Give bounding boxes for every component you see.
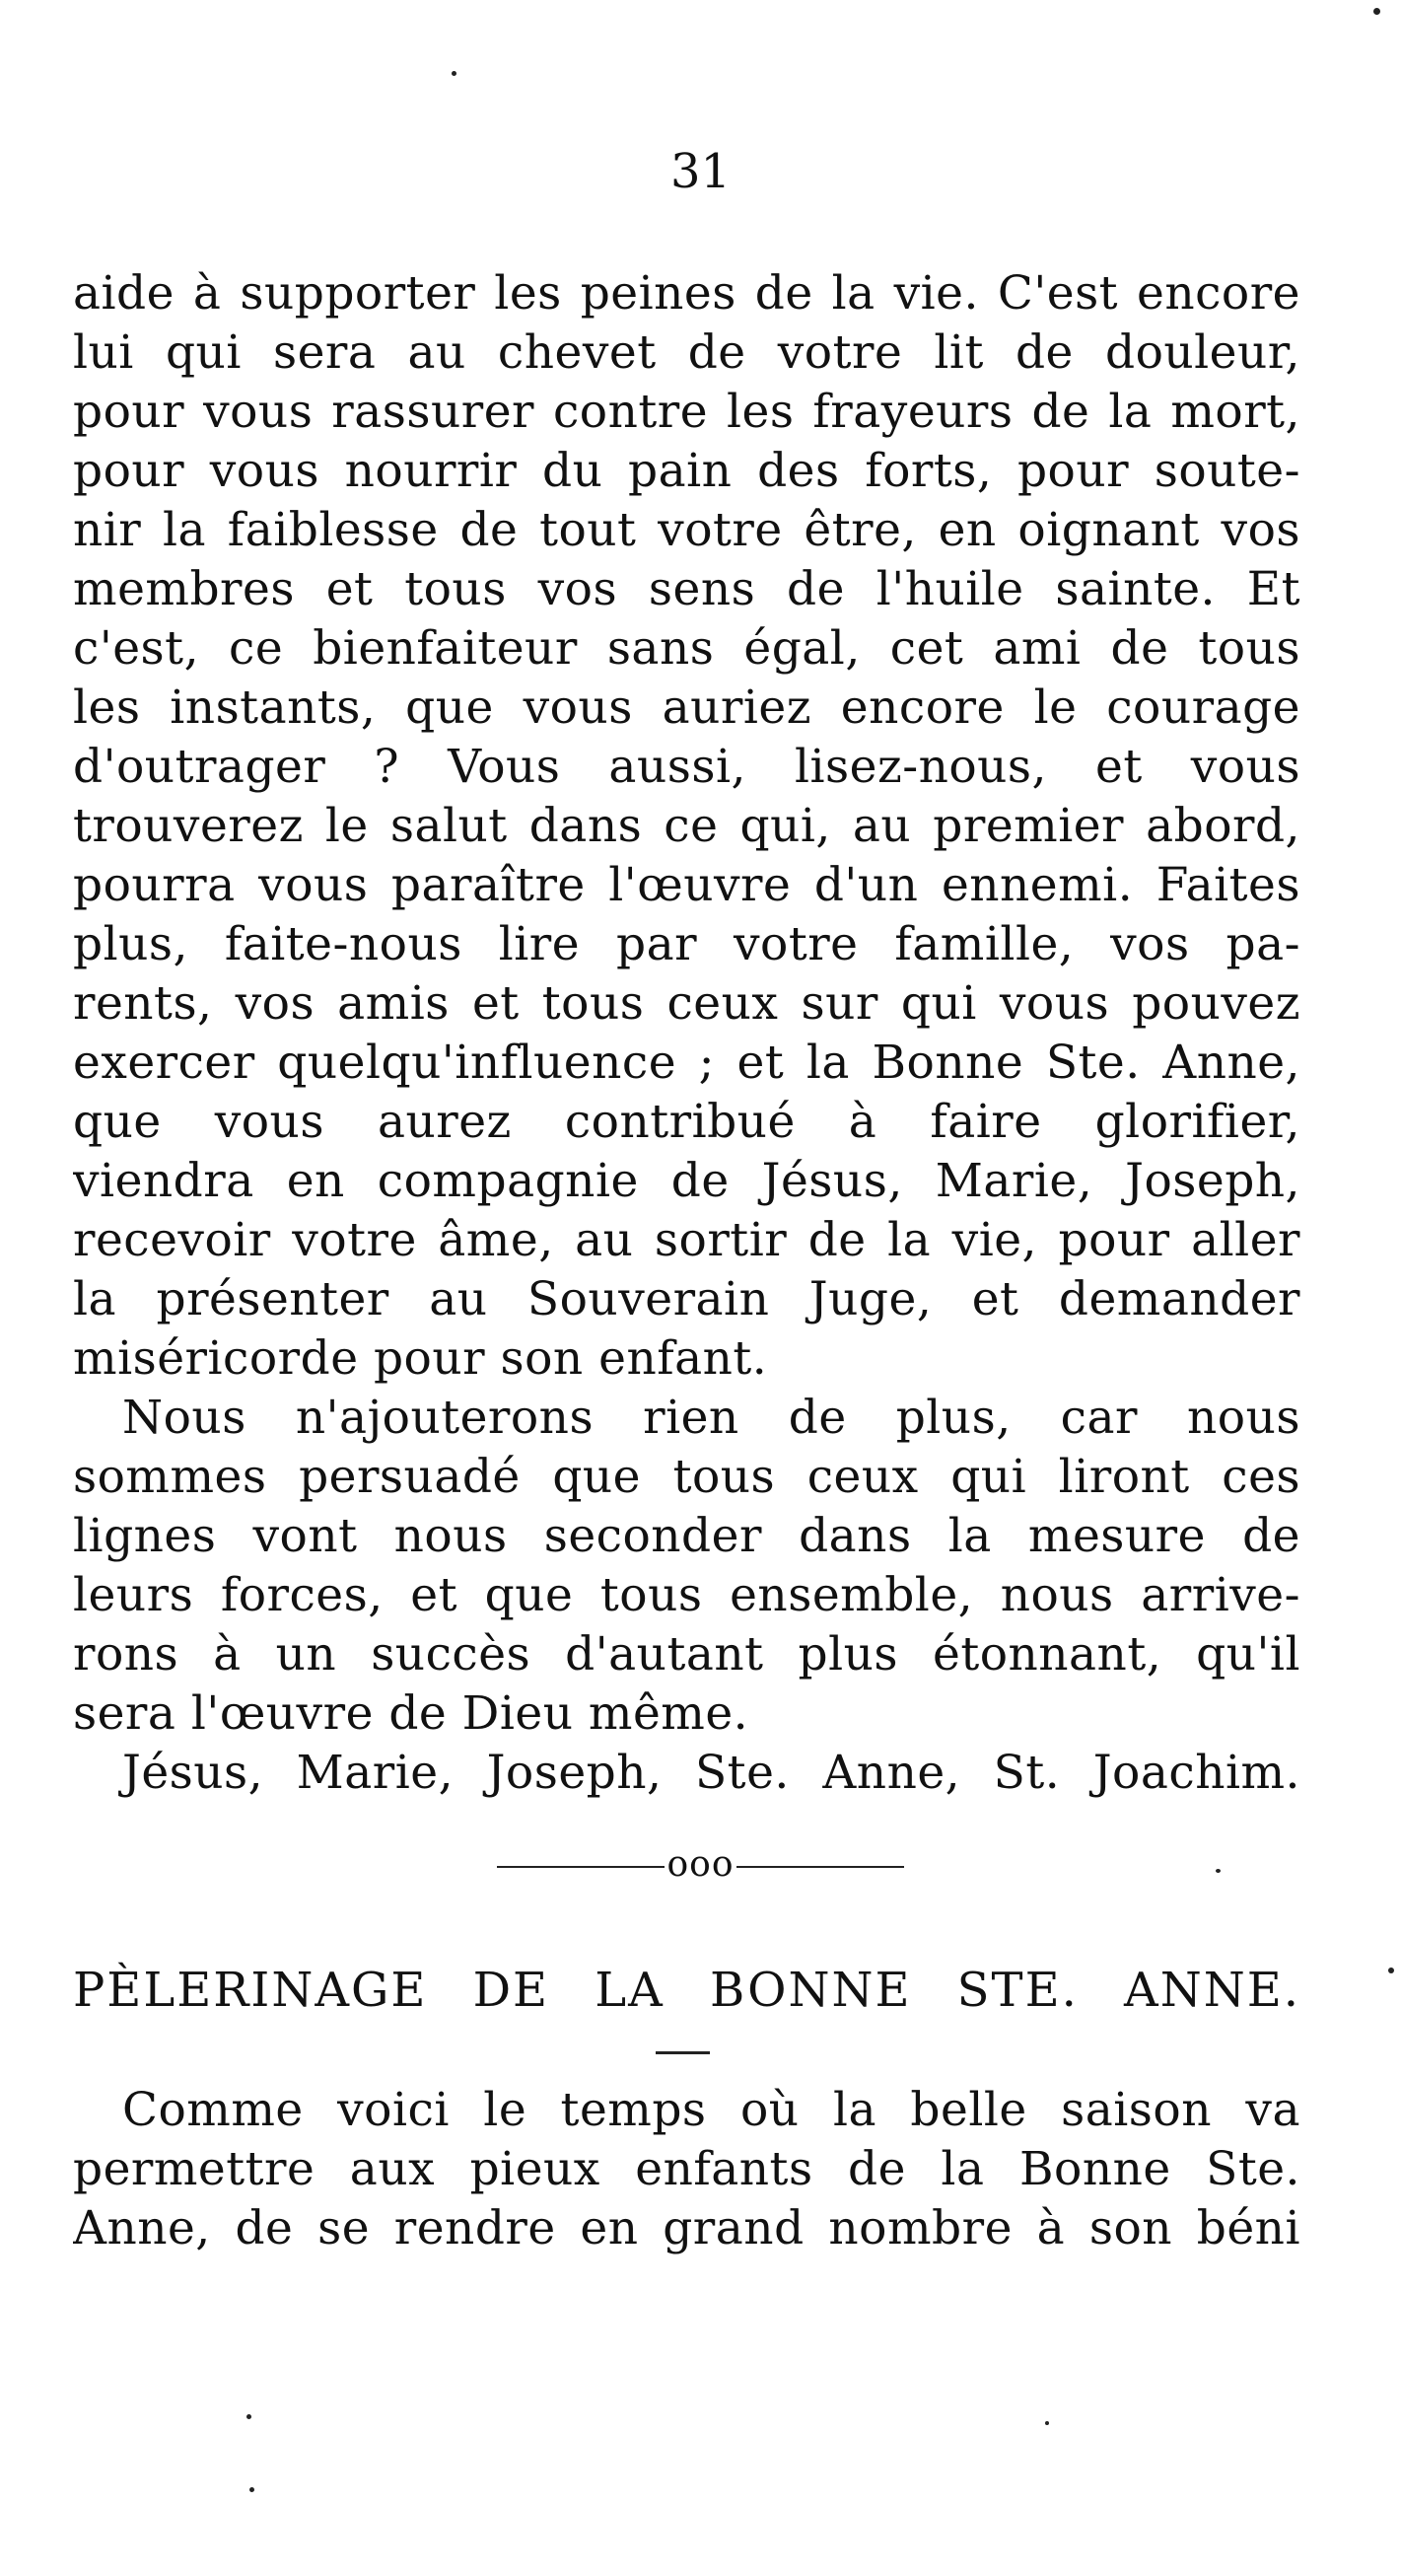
divider-rule-right xyxy=(736,1866,904,1868)
body-line: pour vous nourrir du pain des forts, pour soute- xyxy=(73,444,1300,498)
body-line: aide à supporter les peines de la vie. C'est encore xyxy=(73,266,1300,321)
body-line: trouverez le salut dans ce qui, au premier abord, xyxy=(73,799,1300,853)
heading-underline xyxy=(656,2051,710,2054)
scan-speck xyxy=(452,71,456,76)
body-line: que vous aurez contribué à faire glorifier, xyxy=(73,1095,1300,1149)
body-line: membres et tous vos sens de l'huile sainte. Et xyxy=(73,562,1300,616)
signature-line: Jésus, Marie, Joseph, Ste. Anne, St. Joachim. xyxy=(122,1746,1300,1800)
body-line: Nous n'ajouterons rien de plus, car nous xyxy=(122,1391,1300,1445)
section-line: Anne, de se rendre en grand nombre à son béni xyxy=(73,2201,1300,2255)
body-line: lui qui sera au chevet de votre lit de douleur, xyxy=(73,325,1300,380)
page-number: 31 xyxy=(669,144,732,199)
scan-speck xyxy=(1216,1869,1221,1873)
scan-speck xyxy=(249,2487,254,2492)
scan-speck xyxy=(1373,8,1380,15)
body-line: c'est, ce bienfaiteur sans égal, cet ami de tous xyxy=(73,621,1300,676)
body-line: plus, faite-nous lire par votre famille, vos pa- xyxy=(73,917,1300,971)
body-line: miséricorde pour son enfant. xyxy=(73,1331,768,1386)
body-line: leurs forces, et que tous ensemble, nous arrive- xyxy=(73,1568,1300,1622)
body-line: pourra vous paraître l'œuvre d'un ennemi. Faites xyxy=(73,858,1300,912)
body-line: les instants, que vous auriez encore le courage xyxy=(73,680,1300,735)
body-line: sera l'œuvre de Dieu même. xyxy=(73,1686,749,1741)
body-line: recevoir votre âme, au sortir de la vie, pour aller xyxy=(73,1213,1300,1267)
section-line: Comme voici le temps où la belle saison va xyxy=(122,2083,1300,2137)
divider-ornament: ooo xyxy=(666,1844,735,1885)
body-line: rents, vos amis et tous ceux sur qui vous pouvez xyxy=(73,976,1300,1031)
body-line: rons à un succès d'autant plus étonnant, qu'il xyxy=(73,1627,1300,1682)
section-heading: PÈLERINAGE DE LA BONNE STE. ANNE. xyxy=(73,1963,1300,2018)
body-text xyxy=(73,264,1300,1803)
body-line: nir la faiblesse de tout votre être, en oignant vos xyxy=(73,503,1300,557)
body-line: la présenter au Souverain Juge, et demander xyxy=(73,1272,1300,1326)
body-line: pour vous rassurer contre les frayeurs de la mort, xyxy=(73,385,1300,439)
divider-rule-left xyxy=(497,1866,665,1868)
body-line: sommes persuadé que tous ceux qui liront ces xyxy=(73,1450,1300,1504)
scan-speck xyxy=(1045,2421,1049,2425)
section-divider xyxy=(0,1844,1401,1885)
section-line: permettre aux pieux enfants de la Bonne Ste. xyxy=(73,2142,1300,2196)
section-text xyxy=(73,2081,1300,2258)
body-line: d'outrager ? Vous aussi, lisez-nous, et vous xyxy=(73,740,1300,794)
scan-speck xyxy=(246,2414,251,2419)
scan-speck xyxy=(1388,1968,1394,1973)
body-line: viendra en compagnie de Jésus, Marie, Joseph, xyxy=(73,1154,1300,1208)
body-line: exercer quelqu'influence ; et la Bonne Ste. Anne, xyxy=(73,1036,1300,1090)
body-line: lignes vont nous seconder dans la mesure de xyxy=(73,1509,1300,1563)
